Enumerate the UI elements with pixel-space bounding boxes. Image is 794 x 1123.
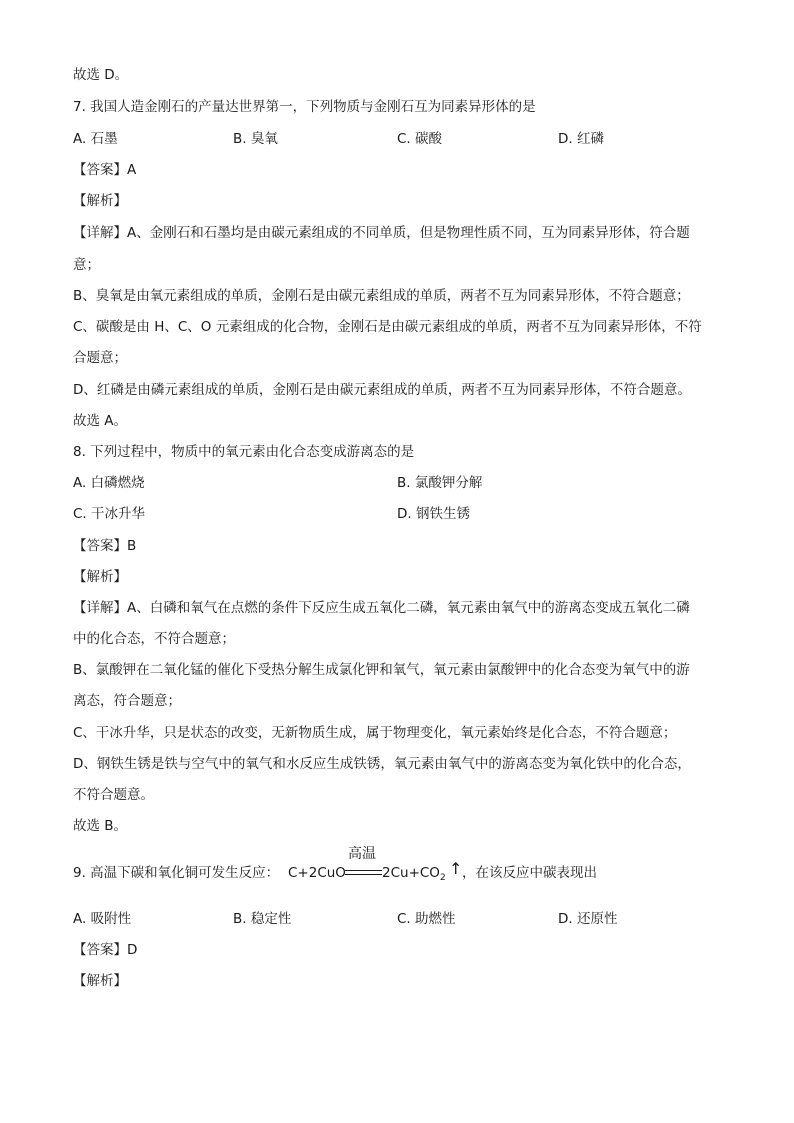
- reaction-condition: 高温: [348, 846, 376, 862]
- explanation-line: C、干冰升华，只是状态的改变，无新物质生成，属于物理变化，氧元素始终是化合态，不符合题意；: [73, 725, 677, 741]
- explanation-line: B、臭氧是由氧元素组成的单质，金刚石是由碳元素组成的单质，两者不互为同素异形体，不符合题意；: [73, 288, 690, 304]
- explanation-line: 合题意；: [73, 350, 127, 366]
- explanation-line: 意；: [73, 257, 100, 273]
- explanation-line: 离态，符合题意；: [73, 693, 181, 709]
- q8-option-c: C. 干冰升华: [73, 506, 146, 522]
- analysis-label: 【解析】: [73, 193, 127, 209]
- q7-option-b: B. 臭氧: [233, 131, 278, 147]
- q8-option-b: B. 氯酸钾分解: [397, 475, 483, 491]
- answer-label: 【答案】A: [73, 162, 137, 178]
- text-line: 故选 B。: [73, 818, 128, 834]
- explanation-line: 不符合题意。: [73, 787, 154, 803]
- equation-products: $2Cu+CO_2$: [382, 865, 446, 883]
- q9-option-c: C. 助燃性: [397, 911, 456, 927]
- question-8-stem: 8. 下列过程中，物质中的氧元素由化合态变成游离态的是: [73, 444, 415, 460]
- analysis-label: 【解析】: [73, 569, 127, 585]
- q7-option-a: A. 石墨: [73, 131, 118, 147]
- q7-option-c: C. 碳酸: [397, 131, 443, 147]
- explanation-line: 【详解】A、金刚石和石墨均是由碳元素组成的不同单质，但是物理性质不同，互为同素异形体，符合题: [73, 225, 690, 241]
- gas-arrow-icon: ↑: [449, 859, 463, 878]
- q9-option-a: A. 吸附性: [73, 911, 132, 927]
- q9-option-b: B. 稳定性: [233, 911, 292, 927]
- question-7-stem: 7. 我国人造金刚石的产量达世界第一，下列物质与金刚石互为同素异形体的是: [73, 99, 536, 115]
- answer-label: 【答案】B: [73, 538, 137, 554]
- explanation-line: D、红磷是由磷元素组成的单质，金刚石是由碳元素组成的单质，两者不互为同素异形体，不符合题意。: [73, 382, 691, 398]
- text-line: 故选 A。: [73, 413, 128, 429]
- answer-label: 【答案】D: [73, 942, 138, 958]
- q7-option-d: D. 红磷: [558, 131, 604, 147]
- explanation-line: 【详解】A、白磷和氧气在点燃的条件下反应生成五氧化二磷，氧元素由氧气中的游离态变成五氧化二磷: [73, 600, 690, 616]
- q8-option-a: A. 白磷燃烧: [73, 475, 145, 491]
- equation-equals-sign: [345, 870, 382, 875]
- explanation-line: 中的化合态，不符合题意；: [73, 631, 235, 647]
- text-line: 故选 D。: [73, 67, 129, 83]
- q8-option-d: D. 钢铁生锈: [397, 506, 470, 522]
- equation-reactants: C+2CuO: [288, 865, 346, 881]
- q9-stem-prefix: 9. 高温下碳和氧化铜可发生反应：: [73, 865, 280, 881]
- analysis-label: 【解析】: [73, 973, 127, 989]
- explanation-line: D、钢铁生锈是铁与空气中的氧气和水反应生成铁锈，氧元素由氧气中的游离态变为氧化铁中的化合态，: [73, 756, 691, 772]
- explanation-line: B、氯酸钾在二氧化锰的催化下受热分解生成氯化钾和氧气，氧元素由氯酸钾中的化合态变为氧气中的游: [73, 662, 690, 678]
- q9-stem-suffix: ，在该反应中碳表现出: [462, 865, 597, 881]
- explanation-line: C、碳酸是由 H、C、O 元素组成的化合物，金刚石是由碳元素组成的单质，两者不互为同素异形体，不符: [73, 319, 702, 335]
- q9-option-d: D. 还原性: [558, 911, 618, 927]
